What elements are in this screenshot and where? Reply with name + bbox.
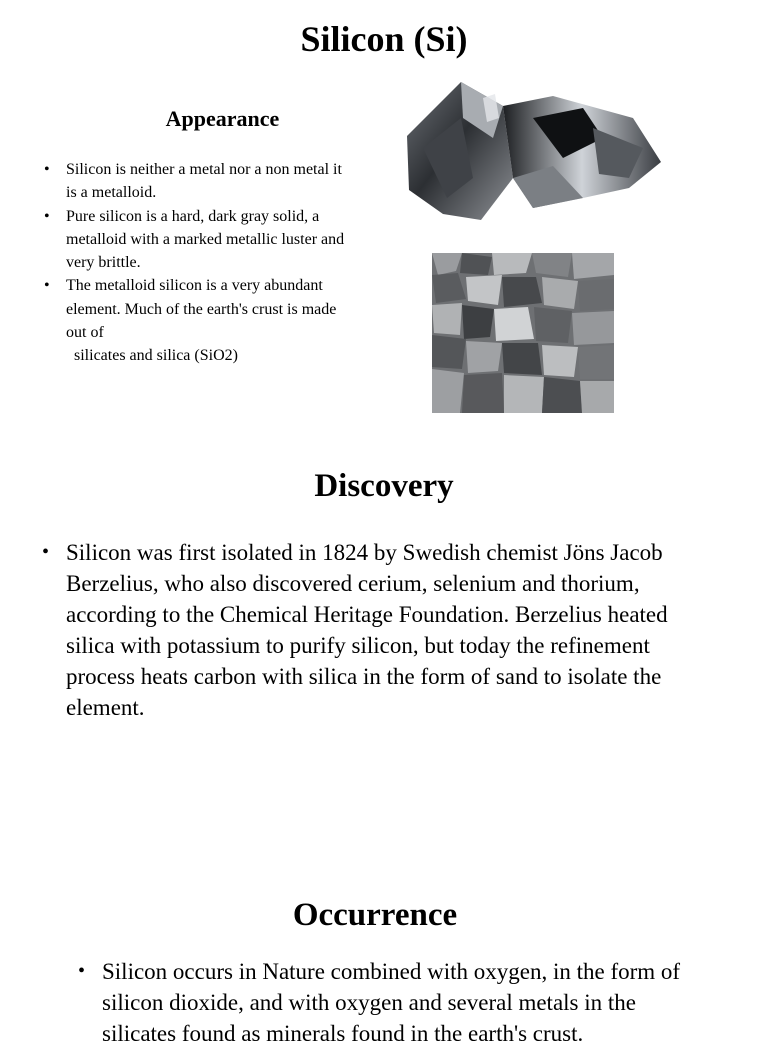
bullet-line: element. Much of the earth's crust is made: [66, 300, 337, 318]
bullet-line: • Silicon is neither a metal nor a non metal it: [66, 161, 342, 178]
bullet-line: metalloid with a marked metallic luster and: [66, 230, 345, 248]
bullet-continuation-line: silicates and silica (SiO2): [74, 347, 238, 365]
occurrence-bullet-list: [78, 956, 698, 1049]
slide-title: Silicon (Si): [300, 19, 468, 59]
appearance-bullet-list: [42, 158, 404, 368]
section-heading-occurrence: Occurrence: [292, 897, 458, 933]
bullet-line: very brittle.: [66, 254, 141, 272]
bullet-line: • The metalloid silicon is a very abundant: [66, 277, 323, 295]
list-item: [42, 205, 404, 275]
bullet-line: is a metalloid.: [66, 184, 157, 202]
list-item: [42, 274, 404, 367]
silicon-ingot-image: [403, 78, 665, 226]
bullet-line: out of: [66, 324, 104, 342]
list-item: • Silicon was first isolated in 1824 by Swedish chemist Jöns Jacob Berzelius, who also discovered cerium, selenium and thorium, according to the Chemical Heritage Foundation. Berzelius heated silica with potassium to purify silicon, but today the refinement process heats carbon with silica in the form of sand to isolate the element.: [42, 537, 702, 723]
silicon-rocks-image: [432, 253, 614, 413]
discovery-bullet-list: [42, 537, 702, 723]
section-heading-discovery: Discovery: [314, 468, 454, 504]
section-heading-appearance: Appearance: [165, 106, 280, 131]
list-item: [42, 158, 404, 205]
bullet-line: • Pure silicon is a hard, dark gray solid, a: [66, 207, 320, 225]
list-item: • Silicon occurs in Nature combined with oxygen, in the form of silicon dioxide, and with oxygen and several metals in the silicates found as minerals found in the earth's crust.: [78, 956, 698, 1049]
